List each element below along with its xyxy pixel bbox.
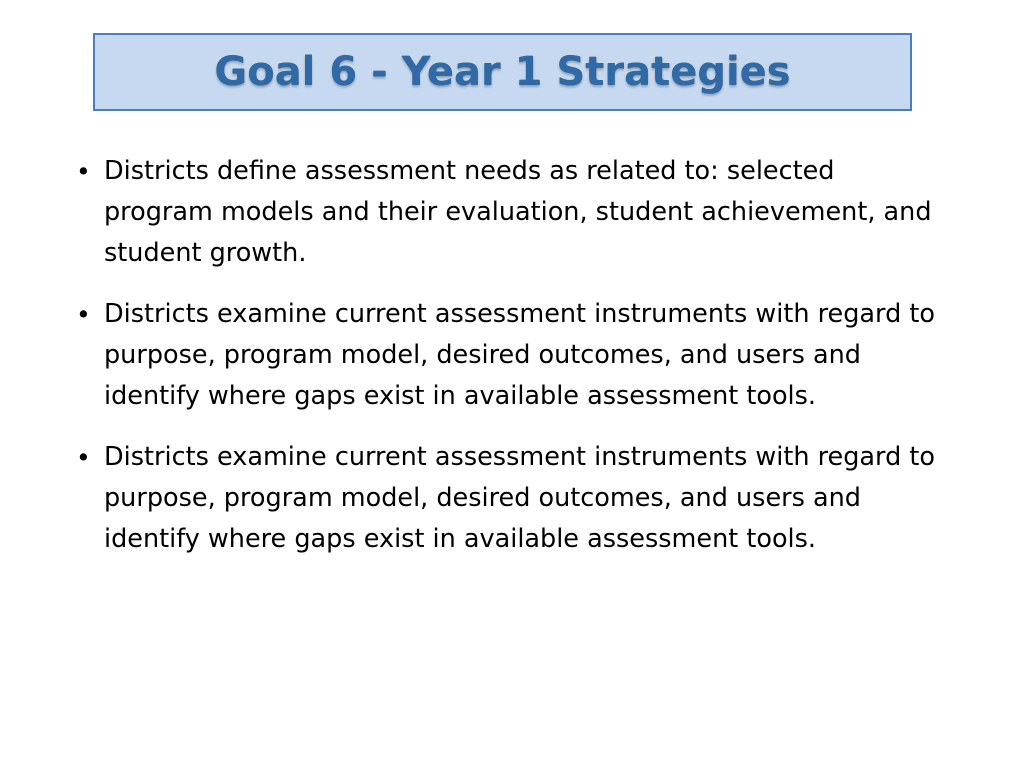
title-banner	[93, 33, 912, 111]
bullet-icon: •	[76, 157, 91, 186]
bullet-item	[72, 151, 942, 274]
bullet-item	[72, 437, 942, 560]
bullet-text: Districts examine current assessment instruments with regard to purpose, program model, desired outcomes, and users and identify where gaps exist in available assessment tools.	[104, 442, 935, 554]
bullet-text: Districts examine current assessment instruments with regard to purpose, program model, desired outcomes, and users and identify where gaps exist in available assessment tools.	[104, 299, 935, 411]
bullet-icon: •	[76, 300, 91, 329]
bullet-icon: •	[76, 443, 91, 472]
bullet-list	[72, 151, 942, 580]
slide-title: Goal 6 - Year 1 Strategies	[214, 49, 791, 95]
bullet-text: Districts define assessment needs as related to: selected program models and their evaluation, student achievement, and student growth.	[104, 156, 932, 268]
bullet-item	[72, 294, 942, 417]
